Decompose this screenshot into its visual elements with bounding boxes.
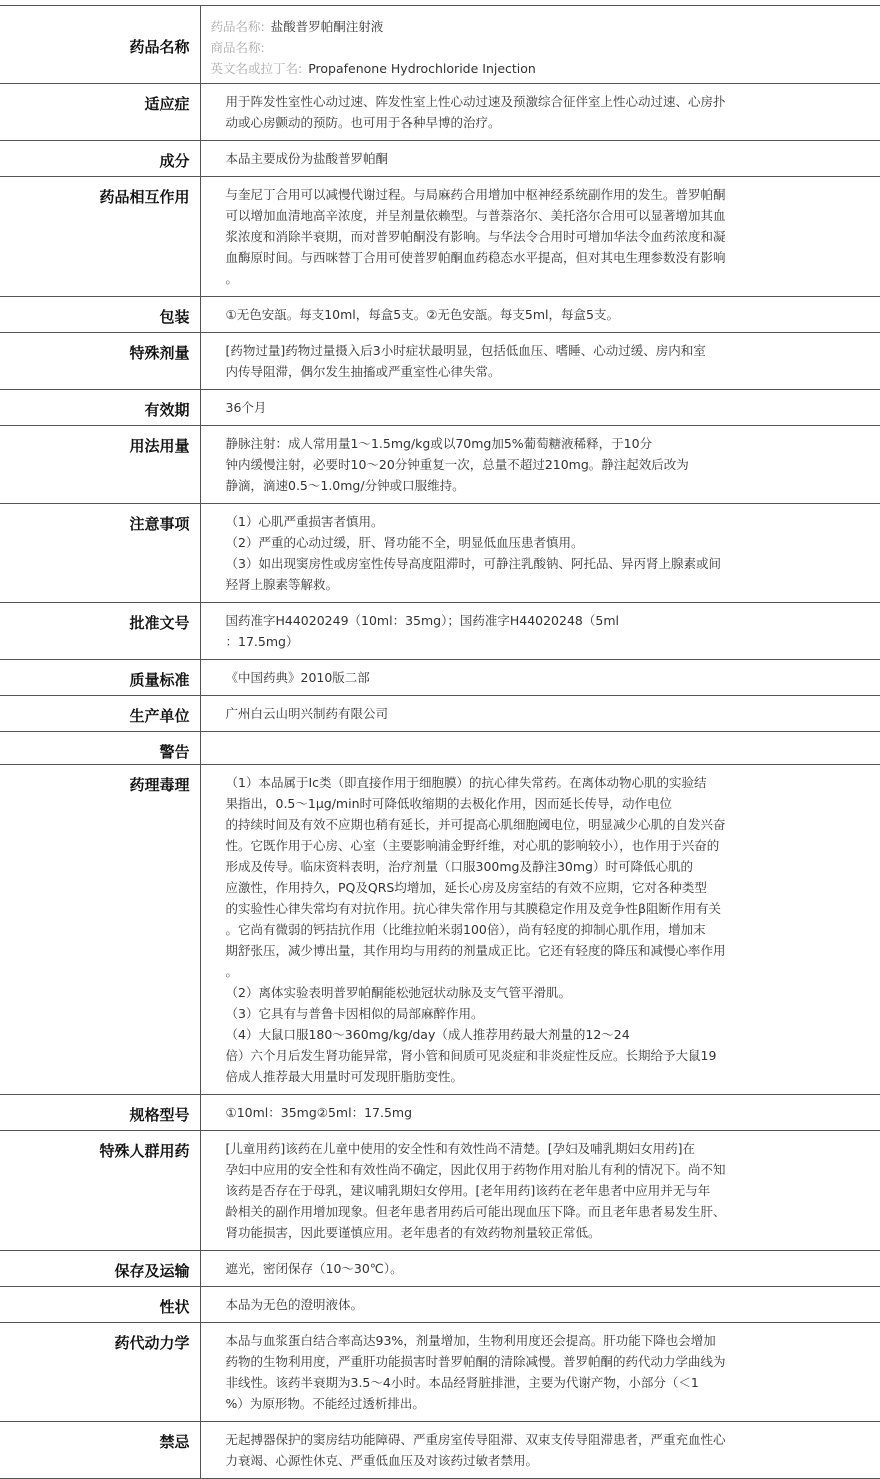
table-row [0,1323,880,1422]
value-line: （2）离体实验表明普罗帕酮能松弛冠状动脉及支气管平滑肌。 [225,985,571,1000]
generic-name-value: 盐酸普罗帕酮注射液 [270,19,384,34]
table-row [0,765,880,1095]
generic-name-label: 药品名称: [210,19,265,34]
value-line: 钟内缓慢注射，必要时10～20分钟重复一次，总量不超过210mg。静注起效后改为 [225,457,689,472]
row-value [200,696,880,732]
row-value [200,504,880,603]
value-line: 国药准字H44020249（10ml：35mg）；国药准字H44020248（5ml [225,613,619,628]
row-value [200,141,880,177]
value-line: 该药是否存在于母乳，建议哺乳期妇女停用。[老年用药]该药在老年患者中应用并无与年 [225,1183,711,1198]
value-line: 静滴，滴速0.5～1.0mg/分钟或口服维持。 [225,478,465,493]
value-line: 本品与血浆蛋白结合率高达93%，剂量增加，生物利用度还会提高。肝功能下降也会增加 [225,1333,716,1348]
row-value [200,1131,880,1251]
value-line: （3）它具有与普鲁卡因相似的局部麻醉作用。 [225,1006,484,1021]
value-line: 倍成人推荐最大用量时可发现肝脂肪变性。 [225,1069,464,1084]
row-label: 用法用量 [0,426,200,504]
table-row [0,603,880,660]
value-line: 可以增加血清地高辛浓度，并呈剂量依赖型。与普萘洛尔、美托洛尔合用可以显著增加其血 [225,208,726,223]
drug-info-body [0,6,880,1479]
drug-name-cell [200,6,880,84]
row-drug-name [0,6,880,84]
value-line: ①无色安瓿。每支10ml，每盒5支。②无色安瓿。每支5ml，每盒5支。 [225,307,619,322]
english-name-value: Propafenone Hydrochloride Injection [308,61,536,76]
row-label: 药品相互作用 [0,177,200,297]
row-value [200,333,880,390]
row-value [200,765,880,1095]
value-line: 广州白云山明兴制药有限公司 [225,706,389,721]
table-row [0,1251,880,1287]
row-label: 生产单位 [0,696,200,732]
row-label: 保存及运输 [0,1251,200,1287]
value-line: （3）如出现窦房性或房室性传导高度阻滞时，可静注乳酸钠、阿托品、异丙肾上腺素或间 [225,556,721,571]
row-label: 批准文号 [0,603,200,660]
value-line: 本品主要成份为盐酸普罗帕酮 [225,151,389,166]
row-label: 警告 [0,732,200,765]
table-row [0,660,880,696]
drug-info-table [0,5,880,1479]
row-value [200,177,880,297]
value-line: （2）严重的心动过缓，肝、肾功能不全，明显低血压患者慎用。 [225,535,584,550]
value-line: 浆浓度和消除半衰期，而对普罗帕酮没有影响。与华法令合用时可增加华法令血药浓度和凝 [225,229,726,244]
row-label: 质量标准 [0,660,200,696]
row-label: 特殊人群用药 [0,1131,200,1251]
value-line: 果指出，0.5～1μg/min时可降低收缩期的去极化作用，因而延长传导，动作电位 [225,796,673,811]
table-row [0,297,880,333]
table-row [0,84,880,141]
value-line: 。 [225,271,239,286]
trade-name-line [211,37,791,58]
table-row [0,696,880,732]
table-row [0,732,880,765]
value-line: [药物过量]药物过量摄入后3小时症状最明显，包括低血压、嗜睡、心动过缓、房内和室 [225,343,706,358]
value-line: 非线性。该药半衰期为3.5～4小时。本品经肾脏排泄，主要为代谢产物，小部分（＜1 [225,1375,699,1390]
table-row [0,426,880,504]
table-row [0,504,880,603]
generic-name-line [211,16,791,37]
row-label: 药代动力学 [0,1323,200,1422]
row-label: 有效期 [0,390,200,426]
value-line: 羟肾上腺素等解救。 [225,577,339,592]
value-line: [儿童用药]该药在儿童中使用的安全性和有效性尚不清楚。[孕妇及哺乳期妇女用药]在 [225,1141,696,1156]
row-label: 性状 [0,1287,200,1323]
value-line: 性。它既作用于心房、心室（主要影响浦金野纤维，对心肌的影响较小），也作用于兴奋的 [225,838,720,853]
row-label: 药品名称 [0,6,200,84]
value-line: 的持续时间及有效不应期也稍有延长，并可提高心肌细胞阈电位，明显减少心肌的自发兴奋 [225,817,726,832]
table-row [0,333,880,390]
row-label: 禁忌 [0,1422,200,1479]
value-line: 与奎尼丁合用可以减慢代谢过程。与局麻药合用增加中枢神经系统副作用的发生。普罗帕酮 [225,187,726,202]
value-line: ：17.5mg） [225,634,299,649]
row-value [200,84,880,141]
value-line: 的实验性心律失常均有对抗作用。抗心律失常作用与其膜稳定作用及竞争性β阻断作用有关 [225,901,721,916]
row-label: 特殊剂量 [0,333,200,390]
value-line: （1）心肌严重损害者慎用。 [225,514,384,529]
value-line: ①10ml：35mg②5ml：17.5mg [225,1105,413,1120]
row-value [200,1095,880,1131]
row-label: 成分 [0,141,200,177]
row-value [200,1323,880,1422]
value-line: 药物的生物利用度，严重肝功能损害时普罗帕酮的清除减慢。普罗帕酮的药代动力学曲线为 [225,1354,726,1369]
row-label: 规格型号 [0,1095,200,1131]
row-value [200,1251,880,1287]
row-value [200,732,880,765]
row-value [200,1287,880,1323]
table-row [0,1095,880,1131]
row-label: 适应症 [0,84,200,141]
value-line: 。它尚有微弱的钙拮抗作用（比维拉帕米弱100倍），尚有轻度的抑制心肌作用，增加末 [225,922,706,937]
trade-name-label: 商品名称: [210,40,265,55]
row-value [200,603,880,660]
value-line: 无起搏器保护的窦房结功能障碍、严重房室传导阻滞、双束支传导阻滞患者，严重充血性心 [225,1432,726,1447]
value-line: 用于阵发性室性心动过速、阵发性室上性心动过速及预激综合征伴室上性心动过速、心房扑 [225,94,726,109]
value-line: 遮光，密闭保存（10～30℃）。 [225,1261,403,1276]
row-value [200,660,880,696]
value-line: 。 [225,964,239,979]
value-line: 应激性，作用持久，PQ及QRS均增加，延长心房及房室结的有效不应期，它对各种类型 [225,880,707,895]
value-line: 36个月 [225,400,267,415]
row-value [200,1422,880,1479]
value-line: 倍）六个月后发生肾功能异常，肾小管和间质可见炎症和非炎症性反应。长期给予大鼠19 [225,1048,717,1063]
value-line: 内传导阻滞，偶尔发生抽搐或严重室性心律失常。 [225,364,501,379]
table-row [0,390,880,426]
value-line: 肾功能损害，因此要谨慎应用。老年患者的有效药物剂量较正常低。 [225,1225,601,1240]
value-line: 动或心房颤动的预防。也可用于各种早博的治疗。 [225,115,501,130]
table-row [0,177,880,297]
row-label: 注意事项 [0,504,200,603]
value-line: （1）本品属于Ic类（即直接作用于细胞膜）的抗心律失常药。在离体动物心肌的实验结 [225,775,707,790]
value-line: 期舒张压，减少博出量，其作用均与用药的剂量成正比。它还有轻度的降压和减慢心率作用 [225,943,726,958]
english-name-label: 英文名或拉丁名: [210,61,303,76]
row-value [200,297,880,333]
row-value [200,426,880,504]
row-value [200,390,880,426]
row-label: 药理毒理 [0,765,200,1095]
value-line: 《中国药典》2010版二部 [225,670,370,685]
row-label: 包装 [0,297,200,333]
value-line: 龄相关的副作用增加现象。但老年患者用药后可能出现血压下降。而且老年患者易发生肝、 [225,1204,726,1219]
value-line: 本品为无色的澄明液体。 [225,1297,364,1312]
value-line: 血酶原时间。与西咪替丁合用可使普罗帕酮血药稳态水平提高，但对其电生理参数没有影响 [225,250,726,265]
table-row [0,1287,880,1323]
value-line: 孕妇中应用的安全性和有效性尚不确定，因此仅用于药物作用对胎儿有利的情况下。尚不知 [225,1162,726,1177]
table-row [0,1422,880,1479]
value-line: （4）大鼠口服180～360mg/kg/day（成人推荐用药最大剂量的12～24 [225,1027,630,1042]
table-row [0,1131,880,1251]
table-row [0,141,880,177]
value-line: 静脉注射：成人常用量1～1.5mg/kg或以70mg加5%葡萄糖液稀释，于10分 [225,436,653,451]
value-line: 力衰竭、心源性休克、严重低血压及对该药过敏者禁用。 [225,1453,539,1468]
english-name-line [211,58,791,79]
value-line: 形成及传导。临床资料表明，治疗剂量（口服300mg及静注30mg）时可降低心肌的 [225,859,693,874]
value-line: %）为原形物。不能经过透析排出。 [225,1396,425,1411]
